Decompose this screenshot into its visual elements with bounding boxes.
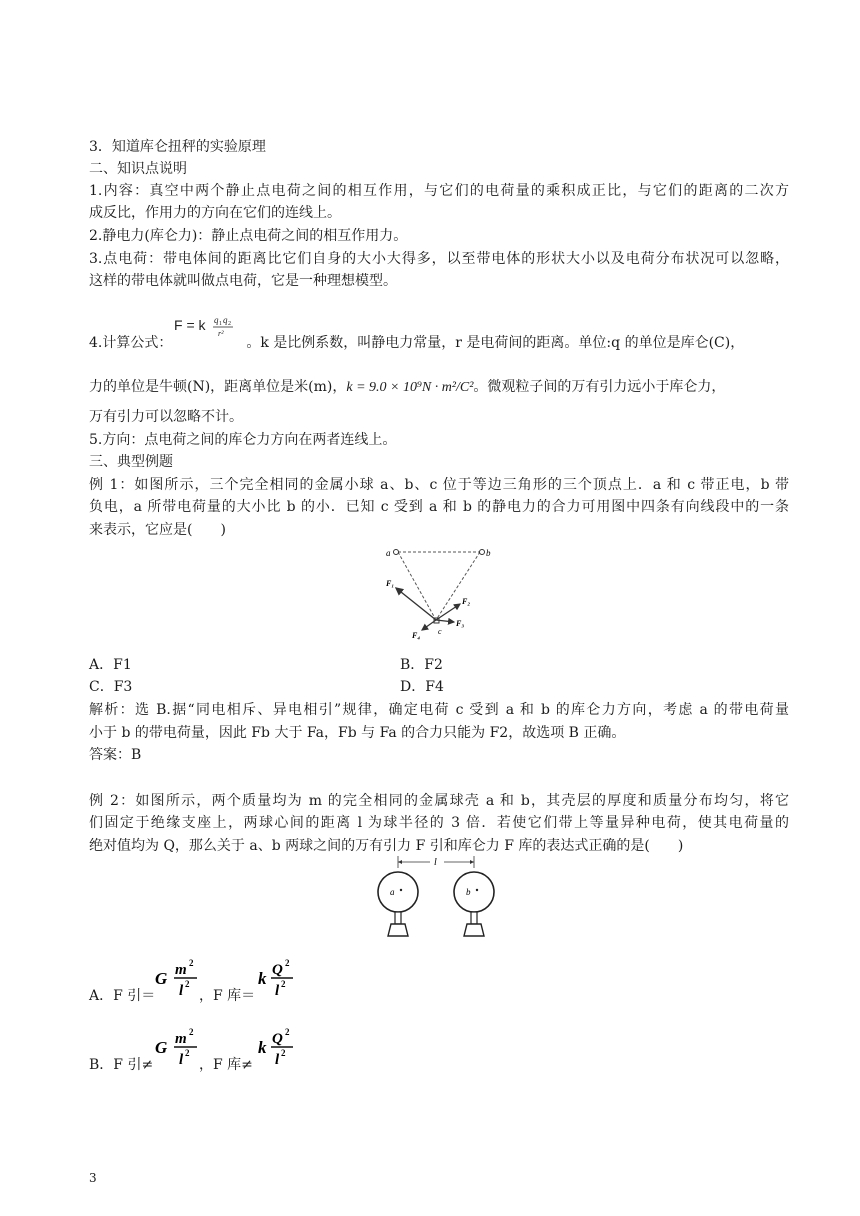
sphere-b-label: b <box>466 887 471 897</box>
ex2-option-b-mid: ，F 库≠ <box>199 1057 253 1073</box>
ex2-option-a <box>89 985 155 1007</box>
svg-text:F = k: F = k <box>174 317 206 333</box>
symbol-Q: Q <box>272 962 283 978</box>
symbol-l: l <box>275 1052 280 1068</box>
analysis-line-1: 解析：选 B.据“同电相斥、异电相引”规律，确定电荷 c 受到 a 和 b 的库仑力方向，考虑 a 的带电荷量 <box>89 702 789 718</box>
label-f2: F₂ <box>462 597 471 606</box>
symbol-l: l <box>275 983 280 999</box>
analysis-line-2: 小于 b 的带电荷量，因此 Fb 大于 Fa，Fb 与 Fa 的合力只能为 F2，故选项 B 正确。 <box>89 725 626 741</box>
content-line-1: 1.内容：真空中两个静止点电荷之间的相互作用，与它们的电荷量的乘积成正比，与它们的距离的二次方 <box>89 183 789 199</box>
symbol-l: l <box>179 983 184 999</box>
symbol-m: m <box>175 1031 187 1047</box>
point-charge-line-1: 3.点电荷：带电体间的距离比它们自身的大小大得多，以至带电体的形状大小以及电荷分布状况可以忽略， <box>89 251 789 267</box>
ball-b <box>480 550 485 555</box>
k-constant-formula: k = 9.0 × 10⁹N · m²/C² <box>346 380 474 395</box>
units-line <box>89 376 789 399</box>
svg-text:2: 2 <box>228 321 232 327</box>
gravity-negligible-line: 万有引力可以忽略不计。 <box>89 409 243 425</box>
sphere-a-label: a <box>390 887 395 897</box>
symbol-exp: 2 <box>285 1027 290 1037</box>
ex1-option-d: D．F4 <box>400 679 444 695</box>
vector-f4 <box>422 620 436 630</box>
example2-line-2: 们固定于绝缘支座上，两球心间的距离 l 为球半径的 3 倍．若使它们带上等量异种电荷，使其电荷量的 <box>89 815 789 831</box>
objective-3: 3．知道库仑扭秤的实验原理 <box>89 139 266 155</box>
example1-line-1: 例 1：如图所示，三个完全相同的金属小球 a、b、c 位于等边三角形的三个顶点上．a 和 c 带正电，b 带 <box>89 477 789 493</box>
symbol-Q: Q <box>272 1031 283 1047</box>
units-prefix: 力的单位是牛顿(N)，距离单位是米(m)， <box>89 379 347 395</box>
coulomb-force-line: 2.静电力(库仑力)：静止点电荷之间的相互作用力。 <box>89 228 408 244</box>
formula-line <box>89 315 789 354</box>
label-l: l <box>434 857 437 868</box>
symbol-l: l <box>179 1052 184 1068</box>
symbol-exp: 2 <box>281 979 286 989</box>
page-number: 3 <box>89 1171 97 1185</box>
units-suffix: 。微观粒子间的万有引力远小于库仑力， <box>473 379 726 395</box>
svg-text:1: 1 <box>219 321 223 327</box>
symbol-exp: 2 <box>189 1027 194 1037</box>
label-f1: F₁ <box>386 579 395 588</box>
symbol-k: k <box>258 969 267 988</box>
ex1-option-c: C．F3 <box>89 679 133 695</box>
ex2-option-b-gravity-formula <box>155 1025 205 1069</box>
svg-text:q: q <box>223 315 228 325</box>
two-spheres-figure <box>368 850 508 942</box>
ex2-option-a-prefix: A．F 引＝ <box>89 988 156 1004</box>
label-f4: F₄ <box>412 631 421 640</box>
example1-line-2: 负电，a 所带电荷量的大小比 b 的小．已知 c 受到 a 和 b 的静电力的合力可用图中四条有向线段中的一条 <box>89 499 789 515</box>
label-a: a <box>386 548 391 558</box>
ex2-option-b <box>89 1054 153 1076</box>
symbol-exp: 2 <box>285 958 290 968</box>
symbol-exp: 2 <box>185 979 190 989</box>
symbol-exp: 2 <box>185 1048 190 1058</box>
content-line-2: 成反比，作用力的方向在它们的连线上。 <box>89 205 341 221</box>
formula-prefix: 4.计算公式： <box>89 335 173 351</box>
example1-line-3: 来表示，它应是( ) <box>89 522 226 538</box>
svg-text:q: q <box>214 315 219 325</box>
ball-a <box>394 550 399 555</box>
point-charge-line-2: 这样的带电体就叫做点电荷，它是一种理想模型。 <box>89 273 397 289</box>
sphere-b-assembly <box>454 872 494 936</box>
ex2-option-a-coulomb-formula <box>258 956 302 1000</box>
svg-text:r²: r² <box>218 329 224 338</box>
sphere-a-assembly <box>378 872 418 936</box>
symbol-m: m <box>175 962 187 978</box>
symbol-k: k <box>258 1038 267 1057</box>
ex1-option-b: B．F2 <box>400 657 443 673</box>
ex2-option-b-coulomb-formula <box>258 1025 302 1069</box>
coulomb-formula-image <box>172 315 246 354</box>
example2-line-1: 例 2：如图所示，两个质量均为 m 的完全相同的金属球壳 a 和 b，其壳层的厚度和质量分布均匀，将它 <box>89 793 789 809</box>
ex2-option-a-gravity-formula <box>155 956 205 1000</box>
formula-suffix: 。k 是比例系数，叫静电力常量，r 是电荷间的距离。单位:q 的单位是库仑(C)， <box>246 335 745 351</box>
dashed-side-bc <box>436 552 480 620</box>
label-c: c <box>438 627 442 636</box>
symbol-G: G <box>155 969 168 988</box>
direction-line: 5.方向：点电荷之间的库仑力方向在两者连线上。 <box>89 432 397 448</box>
example2-line-3: 绝对值均为 Q，那么关于 a、b 两球之间的万有引力 F 引和库仑力 F 库的表达式正确的是( ) <box>89 838 684 854</box>
ex1-option-a: A．F1 <box>89 657 132 673</box>
label-f3: F₃ <box>456 619 465 628</box>
dashed-side-ac <box>398 552 436 620</box>
vector-f1 <box>396 588 436 620</box>
triangle-force-figure <box>372 540 502 642</box>
symbol-exp: 2 <box>281 1048 286 1058</box>
section-heading-knowledge: 二、知识点说明 <box>89 161 187 177</box>
vector-f2 <box>436 604 460 620</box>
symbol-exp: 2 <box>189 958 194 968</box>
section-heading-examples: 三、典型例题 <box>89 454 173 470</box>
label-b: b <box>486 548 491 558</box>
symbol-G: G <box>155 1038 168 1057</box>
coulomb-formula-graphic <box>172 306 246 342</box>
ex2-option-a-mid: ，F 库＝ <box>199 988 256 1004</box>
ex2-option-b-prefix: B．F 引≠ <box>89 1057 154 1073</box>
answer-line: 答案：B <box>89 747 142 763</box>
